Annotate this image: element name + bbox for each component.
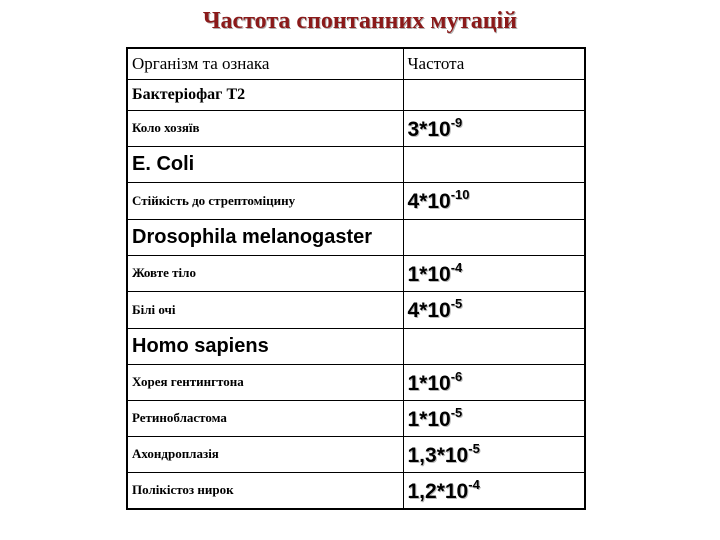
frequency-exponent: -10 bbox=[450, 187, 470, 202]
trait-label: Ретинобластома bbox=[127, 400, 403, 436]
table-row bbox=[127, 364, 585, 400]
empty-cell bbox=[403, 146, 585, 182]
organism-group-label: Homo sapiens bbox=[127, 328, 403, 364]
trait-label: Білі очі bbox=[127, 291, 403, 328]
frequency-exponent: -6 bbox=[450, 368, 463, 384]
table-header-row bbox=[127, 48, 585, 79]
frequency-mantissa: 1*10 bbox=[407, 371, 451, 395]
header-organism: Організм та ознака bbox=[127, 48, 403, 79]
frequency-mantissa: 4*10 bbox=[407, 190, 451, 213]
table-row bbox=[127, 182, 585, 219]
frequency-value bbox=[403, 110, 585, 146]
organism-group-label: Drosophila melanogaster bbox=[127, 219, 403, 255]
frequency-exponent: -4 bbox=[468, 476, 480, 492]
frequency-mantissa: 3*10 bbox=[407, 117, 451, 141]
trait-label: Жовте тіло bbox=[127, 255, 403, 291]
trait-label: Коло хозяїв bbox=[127, 110, 403, 146]
table-row bbox=[127, 328, 585, 364]
table-row bbox=[127, 436, 585, 472]
frequency-mantissa: 4*10 bbox=[407, 299, 451, 322]
table-row bbox=[127, 79, 585, 110]
trait-label: Ахондроплазія bbox=[127, 436, 403, 472]
table-row bbox=[127, 400, 585, 436]
frequency-exponent: -9 bbox=[450, 114, 463, 130]
frequency-value bbox=[403, 436, 585, 472]
header-frequency: Частота bbox=[403, 48, 585, 79]
frequency-mantissa: 1,3*10 bbox=[407, 443, 469, 467]
frequency-value bbox=[403, 472, 585, 509]
frequency-mantissa: 1*10 bbox=[407, 262, 451, 286]
frequency-value bbox=[403, 182, 585, 219]
table-row bbox=[127, 472, 585, 509]
frequency-exponent: -4 bbox=[450, 259, 463, 275]
frequency-mantissa: 1*10 bbox=[407, 407, 451, 431]
table-row bbox=[127, 255, 585, 291]
frequency-mantissa: 1,2*10 bbox=[407, 479, 469, 503]
slide-title: Частота спонтанних мутацій bbox=[202, 8, 518, 34]
frequency-exponent: -5 bbox=[468, 440, 480, 456]
organism-group-label: Бактеріофаг T2 bbox=[127, 79, 403, 110]
frequency-value bbox=[403, 255, 585, 291]
empty-cell bbox=[403, 219, 585, 255]
trait-label: Хорея гентингтона bbox=[127, 364, 403, 400]
table-row bbox=[127, 219, 585, 255]
empty-cell bbox=[403, 328, 585, 364]
table-row bbox=[127, 146, 585, 182]
trait-label: Стійкість до стрептоміцину bbox=[127, 182, 403, 219]
frequency-exponent: -5 bbox=[450, 296, 463, 311]
empty-cell bbox=[403, 79, 585, 110]
table-row bbox=[127, 110, 585, 146]
frequency-value bbox=[403, 364, 585, 400]
organism-group-label: E. Coli bbox=[127, 146, 403, 182]
table-row bbox=[127, 291, 585, 328]
frequency-value bbox=[403, 291, 585, 328]
trait-label: Полікістоз нирок bbox=[127, 472, 403, 509]
frequency-value bbox=[403, 400, 585, 436]
mutation-frequency-table bbox=[126, 47, 586, 510]
frequency-exponent: -5 bbox=[450, 404, 463, 420]
